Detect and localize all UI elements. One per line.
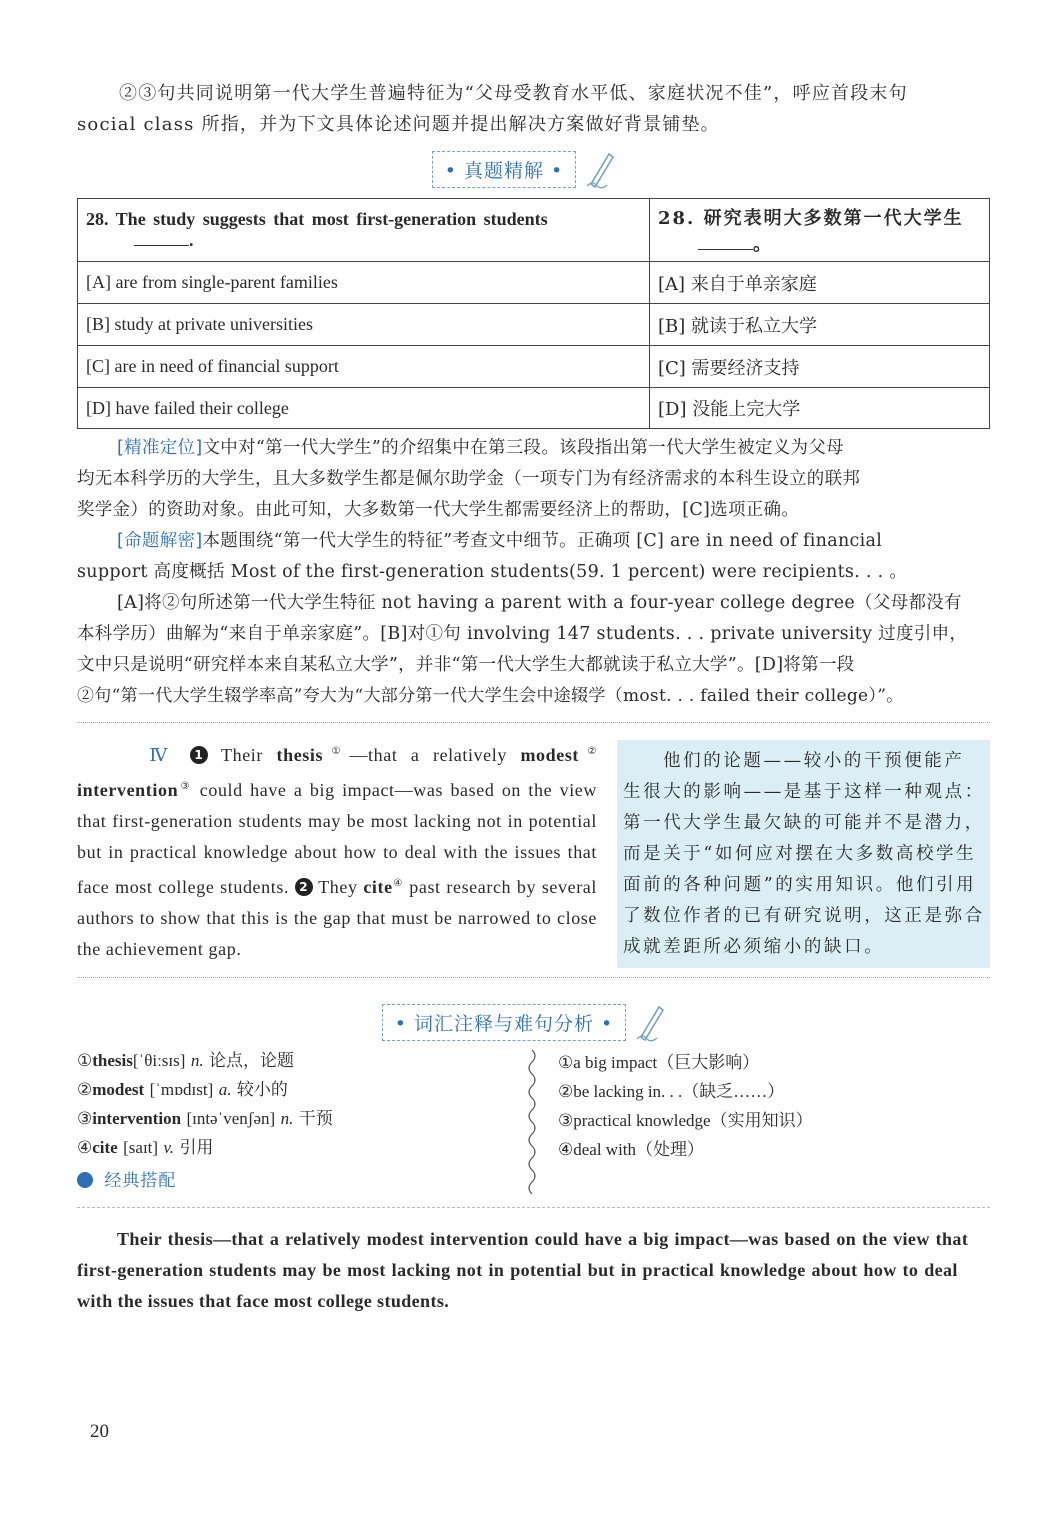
phrase-item: ①a big impact（巨大影响）	[558, 1053, 760, 1072]
word-intervention: intervention	[77, 780, 179, 800]
analysis-p3-l1: [A]将②句所述第一代大学生特征 not having a parent with a four-year college degree（父母都没有	[117, 593, 962, 613]
intro-line-2: social class 所指，并为下文具体论述问题并提出解决方案做好背景铺垫。	[77, 114, 720, 135]
vocab-pos: a.	[218, 1080, 232, 1099]
question-stem-en	[78, 199, 650, 262]
analysis-p2-l2: support 高度概括 Most of the first-generation students(59. 1 percent) were recipients. . . 。	[77, 562, 908, 582]
vocab-meaning: 较小的	[236, 1080, 288, 1100]
analysis-p3-l4: ②句“第一代大学生辍学率高”夸大为“大部分第一代大学生会中途辍学（most. . . failed their college）”。	[77, 686, 904, 706]
vocab-pron: [saɪt]	[123, 1138, 159, 1157]
pen-icon	[585, 150, 615, 194]
vocab-item	[77, 1133, 517, 1162]
vocab-pos: n.	[190, 1051, 204, 1070]
analysis-p2-l1: 本题围绕“第一代大学生的特征”考查文中细节。正确项 [C] are in need of financial	[202, 531, 883, 551]
word-modest: modest	[520, 745, 580, 765]
vocab-pos: v.	[163, 1138, 175, 1157]
translation-line-7: 成就差距所必须缩小的缺口。	[623, 937, 885, 957]
option-b-en: [B] study at private universities	[78, 304, 650, 346]
sup-3: ③	[178, 781, 193, 792]
analysis-p3-l3: 文中只是说明“研究样本来自某私立大学”，并非“第一代大学生大都就读于私立大学”。[D]将第一段	[77, 655, 855, 675]
vocab-word: modest	[92, 1080, 145, 1099]
option-b-cn: [B] 就读于私立大学	[650, 304, 990, 346]
bullet-dot-icon	[77, 1172, 93, 1188]
vocab-item	[77, 1075, 517, 1104]
vocab-num: ④	[77, 1138, 93, 1158]
analysis-block	[77, 433, 990, 712]
tag-locate: [精准定位]	[117, 438, 203, 458]
translation-line-4: 而是关于“如何应对摆在大多数高校学生	[623, 844, 977, 864]
option-d-cn: [D] 没能上完大学	[650, 388, 990, 429]
vocab-pron: [ˈθiːsɪs]	[132, 1051, 186, 1070]
vocab-pron: [ˈmɒdɪst]	[149, 1080, 214, 1099]
word-cite: cite	[363, 877, 393, 897]
option-c-cn: [C] 需要经济支持	[650, 346, 990, 388]
intro-paragraph	[77, 78, 990, 140]
analysis-p1-l2: 均无本科学历的大学生，且大多数学生都是佩尔助学金（一项专门为有经济需求的本科生设立的联邦	[77, 469, 861, 489]
vocab-word: intervention	[92, 1109, 182, 1128]
difficult-sentence-l1: Their thesis—that a relatively modest intervention could have a big impact—was based on the view that	[117, 1229, 969, 1249]
sup-1: ①	[323, 746, 350, 757]
pen-icon	[635, 1003, 665, 1047]
analysis-p1-l3: 奖学金）的资助对象。由此可知，大多数第一代大学生都需要经济上的帮助，[C]选项正确。	[77, 500, 800, 520]
analysis-p3-l2: 本科学历）曲解为“来自于单亲家庭”。[B]对①句 involving 147 students. . . private university 过度引申，	[77, 624, 968, 644]
classic-collocations-heading	[77, 1167, 517, 1196]
phrase-list	[558, 1048, 990, 1164]
classic-collocations-title: 经典搭配	[104, 1171, 177, 1191]
passage-s1b: —that a relatively	[349, 745, 521, 765]
sentence-2-marker: 2	[295, 878, 313, 896]
stem-en-end: .	[189, 230, 194, 250]
passage-s2a: They	[312, 877, 364, 897]
option-d-en: [D] have failed their college	[78, 388, 650, 429]
difficult-sentence-l2: first-generation students may be most lacking not in potential but in practical knowledge about how to deal	[77, 1260, 958, 1280]
passage-s1c: could have a big impact—was based on the view that first-generation students may be most lacking not in potential but in practical knowledge about how to deal with the issues that face most college students.	[77, 780, 597, 897]
option-c-en: [C] are in need of financial support	[78, 346, 650, 388]
stem-blank-en	[86, 230, 641, 251]
translation-line-6: 了数位作者的已有研究说明，这正是弥合	[623, 906, 985, 926]
vocab-item	[77, 1104, 517, 1133]
option-a-en: [A] are from single-parent families	[78, 262, 650, 304]
option-a-cn: [A] 来自于单亲家庭	[650, 262, 990, 304]
vocab-list	[77, 1046, 517, 1196]
translation-box	[617, 740, 990, 968]
vocab-item	[77, 1046, 517, 1075]
analysis-locate	[77, 433, 990, 464]
section-title: • 词汇注释与难句分析 •	[382, 1004, 627, 1041]
vocab-num: ②	[77, 1080, 93, 1100]
question-table	[77, 198, 990, 429]
phrase-item: ②be lacking in. . .（缺乏……）	[558, 1082, 785, 1101]
divider	[77, 977, 990, 978]
section-header-vocab	[0, 1003, 1047, 1047]
sup-2: ②	[579, 746, 597, 757]
vocab-num: ①	[77, 1051, 93, 1071]
translation-line-1: 他们的论题——较小的干预便能产	[663, 751, 965, 771]
vocab-meaning: 论点，论题	[208, 1051, 294, 1071]
divider	[77, 1207, 990, 1208]
divider	[77, 722, 990, 723]
analysis-p1-l1: 文中对“第一代大学生”的介绍集中在第三段。该段指出第一代大学生被定义为父母	[202, 438, 844, 458]
vocab-pron: [ɪntəˈvenʃən]	[186, 1109, 276, 1128]
vocab-word: cite	[92, 1138, 118, 1157]
page-number: 20	[90, 1421, 109, 1442]
roman-numeral: Ⅳ	[141, 745, 177, 765]
question-stem-cn	[650, 199, 990, 262]
vocab-meaning: 干预	[298, 1109, 333, 1129]
vocab-pos: n.	[280, 1109, 294, 1128]
passage-paragraph	[77, 736, 597, 965]
section-header-true-question	[0, 150, 1047, 194]
stem-cn-text: 28. 研究表明大多数第一代大学生	[658, 208, 964, 229]
translation-line-3: 第一代大学生最欠缺的可能并不是潜力，	[623, 813, 985, 833]
difficult-sentence-l3: with the issues that face most college students.	[77, 1291, 450, 1311]
passage-s1a: Their	[221, 745, 277, 765]
translation-line-5: 面前的各种问题”的实用知识。他们引用	[623, 875, 977, 895]
translation-line-2: 生很大的影响——是基于这样一种观点：	[623, 782, 985, 802]
sup-4: ④	[392, 878, 404, 889]
intro-line-1: ②③句共同说明第一代大学生普遍特征为“父母受教育水平低、家庭状况不佳”，呼应首段末句	[119, 83, 908, 104]
vocab-word: thesis	[92, 1051, 133, 1070]
phrase-item: ④deal with（处理）	[558, 1140, 705, 1159]
word-thesis: thesis	[276, 745, 324, 765]
phrase-item: ③practical knowledge（实用知识）	[558, 1111, 813, 1130]
stem-blank-cn	[658, 230, 981, 256]
sentence-1-marker: 1	[190, 746, 208, 764]
stem-en-text: 28. The study suggests that most first-generation students	[86, 209, 548, 229]
vocab-num: ③	[77, 1109, 93, 1129]
tag-decode: [命题解密]	[117, 531, 203, 551]
passage-s2b: past research by several authors to show that this is the gap that must be narrowed to close the achievement gap.	[77, 877, 597, 959]
stem-cn-end: 。	[753, 234, 771, 255]
wavy-separator	[524, 1050, 540, 1204]
difficult-sentence	[77, 1224, 990, 1317]
analysis-decode	[77, 526, 990, 557]
section-title: • 真题精解 •	[432, 151, 577, 188]
vocab-meaning: 引用	[179, 1138, 214, 1158]
